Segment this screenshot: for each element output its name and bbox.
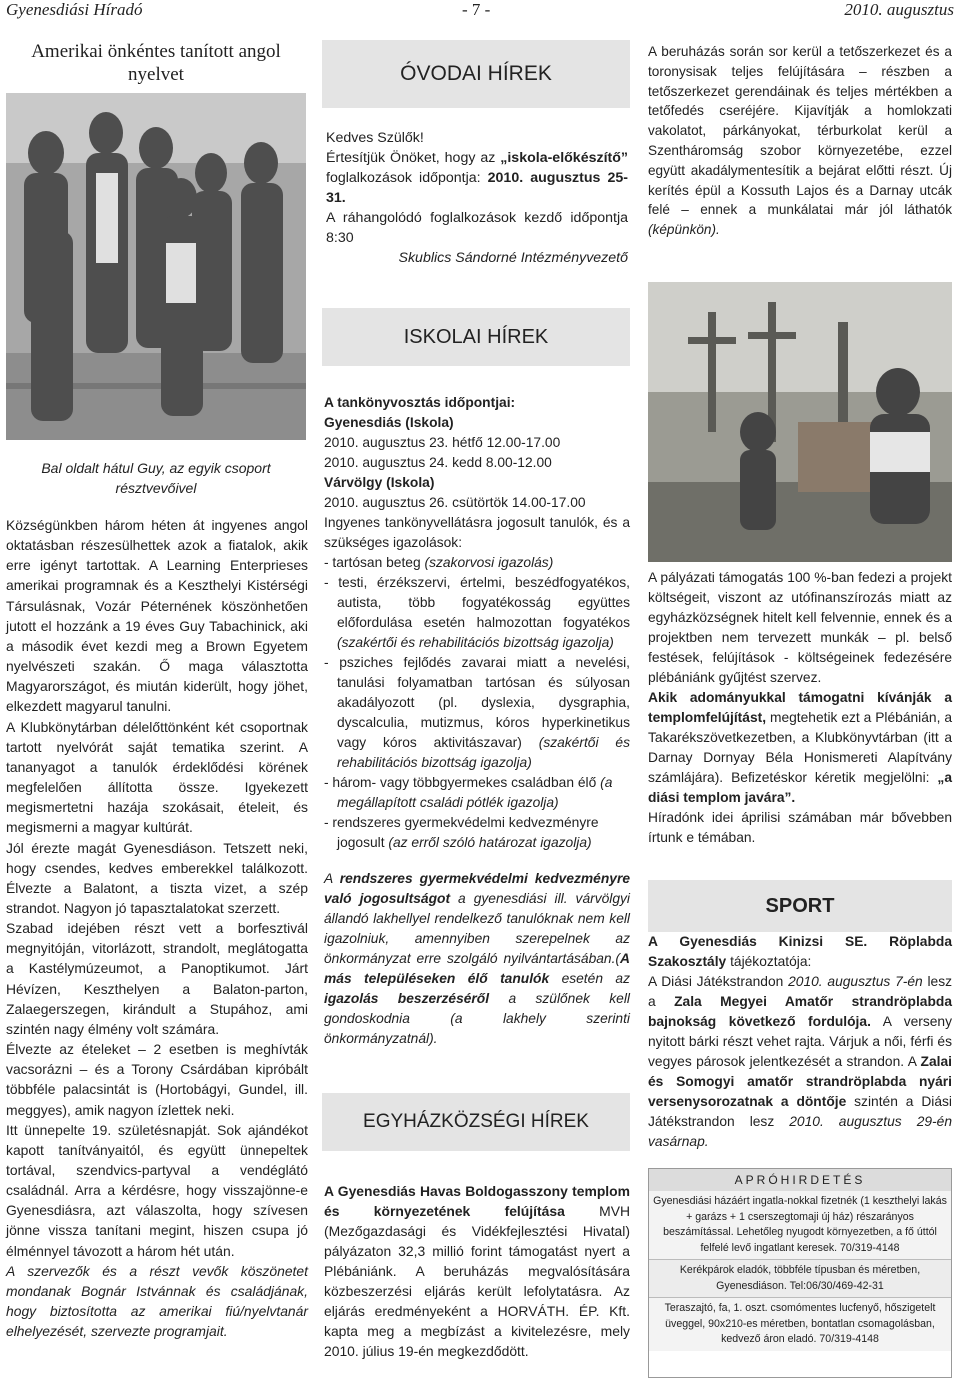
article-paragraph: Községünkben három héten át ingyenes angol oktatásban részesülhettek azok a fiatalok, akik erre igényt tartottak. A Learning Enterprieses amerikai programnak és a Keszthelyi Kistérségi Társulásnak, Vozár Péternének köszönhetően jutott el hozzánk a 19 éves Guy Tabachinick, aki a második évet kezdi meg a Brown Egyetem nyelvészeti szakán. Ő maga választotta Magyarországot, és miután kiderült, hogy jöhet, elkezdett magyarul tanulni. [6, 517, 308, 715]
schedule-row: 2010. augusztus 26. csütörtök 14.00-17.00 [324, 495, 586, 510]
schedule-row: 2010. augusztus 23. hétfő 12.00-17.00 [324, 435, 561, 450]
eligibility-item: - rendszeres gyermekvédelmi kedvezményre jogosult (az erről szóló határozat igazolja) [324, 815, 599, 850]
reference-paragraph: Híradónk idei áprilisi számában már bővebben írtunk e témában. [648, 810, 952, 845]
article-paragraph: Jól érezte magát Gyenesdiáson. Tetszett neki, hogy csendes, kedves emberekkel találkozott. Élvezte a Balatont, a tiszta vizet, a szép strandot. Nagyon jó tapasztalatokat szerzett. [6, 839, 308, 916]
church-renovation-continued: A beruházás során sor kerül a tetőszerkezet és a toronysisak teljes felújítására – részben a tetőszerkezet gerendáinak és teljes mértékben a tetőfedés cseréjére. Kijavítják a homlokzati vakolatot, párkányokat, térburkolat kerül a Szentháromság szobor környezetébe, ezzel együtt akadálymentesítik a bejárat előtti részt. Új kerítés épül a Kossuth Lajos és a Darnay utcák felé – ennek a munkálatai már jól láthatók (képünkön). [648, 44, 952, 238]
article-paragraph: Szabad idejében részt vett a borfesztivál megnyitóján, vitorlázott, strandolt, meglátogatta a Kastélymúzeumot, a Panoptikumot. Járt Hévízen, Keszthelyen a Balaton-parton, Zalaegerszegen, kirándult a Stupához, ami szintén nagy élmény volt számára. [6, 920, 308, 1037]
kindergarten-greeting: Kedves Szülők! [326, 130, 424, 146]
kindergarten-announcement: Értesítjük Önöket, hogy az „iskola-előkészítő” foglalkozások időpontja: 2010. augusztus 25-31. [326, 150, 628, 206]
kindergarten-news-header: ÓVODAI HÍREK [322, 40, 630, 108]
sport-header: SPORT [648, 880, 952, 932]
kindergarten-notice [326, 128, 628, 268]
church-construction-photo [648, 282, 952, 562]
eligibility-note: A rendszeres gyermekvédelmi kedvezményre való jogosultságot a gyenesdiási ill. várvölgyi állandó lakhellyel rendelkező tanulóknak nem kell igazolniuk, amennyiben szerepelnek az önkormányzat erre szolgáló nyilvántartásában.(A más településeken élő tanulók esetén az igazolás beszerzéséről a szülőnek kell gondoskodnia (a lakhely szerinti önkormányzatnál). [324, 871, 630, 1046]
classifieds-box [648, 1168, 952, 1378]
kindergarten-start-time: A ráhangolódó foglalkozások kezdő időpontja 8:30 [326, 210, 628, 246]
schedule-row: 2010. augusztus 24. kedd 8.00-12.00 [324, 455, 552, 470]
eligibility-item: - testi, érzékszervi, értelmi, beszédfogyatékos, autista, több fogyatékosság együttes előfordulása esetén halmozottan fogyatékos (szakértői és rehabilitációs bizottság igazolja) [324, 575, 630, 650]
publication-name: Gyenesdiási Híradó [6, 0, 143, 19]
donation-paragraph: Akik adományukkal támogatni kívánják a templomfelújítást, megtehetik ezt a Plébánián, a Takarékszövetkezetben, a Klubkönyvtárban (itt a Darnay Dornyay Béla Honismereti Alapítvány számlájára). Befizetéskor kéretik megjelölni: „a diási templom javára”. [648, 690, 952, 805]
church-news-header: EGYHÁZKÖZSÉGI HÍREK [322, 1093, 630, 1151]
church-news-text: A Gyenesdiás Havas Boldogasszony templom és környezetének felújítása MVH (Mezőgazdasági és Vidékfejlesztési Hivatal) pályázaton 32,3 millió forint támogatást nyert a Plébániánk. A beruházás megvalósítására közbeszerzési eljárás került lefolytatásra. Az eljárás eredményeként a HORVÁTH. ÉP. Kft. kapta meg a megbízást a kivitelezésre, mely 2010. július 19-én megkezdődött. [324, 1183, 630, 1359]
kindergarten-signature: Skublics Sándorné Intézményvezető [398, 250, 628, 266]
distribution-heading: A tankönyvosztás időpontjai: [324, 395, 516, 410]
sport-text: A Gyenesdiás Kinizsi SE. Röplabda Szakosztály tájékoztatója: A Diási Játékstrandon 2010. augusztus 7-én lesz a Zala Megyei Amatőr strandröplabda bajnokság következő fordulója. A verseny nyitott bárki részt vehet rajta. Várjuk a női, férfi és vegyes párosok jelentkezését a strandon. A Zalai és Somogyi amatőr strandröplabda nyári versenysorozatnak a döntője szintén a Diási Játékstrandon lesz 2010. augusztus 29-én vasárnap. [648, 934, 953, 1149]
eligibility-item: - psziches fejlődés zavarai miatt a nevelési, tanulási folyamatban tartósan és súlyosan akadályozott (pl. dyslexia, dysgraphia, dyscalculia, mutizmus, kóros hyperkinetikus vagy kóros aktivitászavar) (szakértői és rehabilitációs bizottság igazolja) [324, 655, 630, 770]
classified-ad: Kerékpárok eladók, többféle típusban és méretben, Gyenesdiáson. Tel:06/30/469-42-31 [649, 1259, 951, 1297]
classified-ad: Gyenesdiási házáért ingatla-nokkal fizetnék (1 keszthelyi lakás + garázs + 1 cserszegtomaji új ház) részarányos beszámítással. Lehetőleg nyugodt környezetben, a fő úttól felfelé levő ingatlant keresek. 70/319-4148 [649, 1191, 951, 1259]
textbook-distribution [324, 393, 630, 1049]
article-paragraph: Itt ünnepelte 19. születésnapját. Sok ajándékot kapott tanítványaitól, és együtt ünnepeltek tortával, szendvics-partyval a vendéglátó családnál. Arra a kérdésre, hogy visszajönne-e Gyenesdiásra, azt válaszolta, hogy szívesen jönne vissza tanítani megint, hiszen csupa jó élménnyel távozott a három hét után. [6, 1121, 308, 1259]
page-number: - 7 - [462, 0, 491, 19]
school-news-header: ISKOLAI HÍREK [322, 308, 630, 366]
article-paragraph: A Klubkönytárban délelőttönként két csoportnak tartott nyelvórát saját tematika szerint. A tananyagot a tanulók érdeklődési körének megfelelően állította össze. Igyekezett megismertetni hazája szokásait, ételeit, és megismerni a magyar kultúrát. [6, 718, 308, 836]
group-photo [6, 93, 306, 440]
church-funding-text [648, 568, 952, 848]
funding-paragraph: A pályázati támogatás 100 %-ban fedezi a projekt költségeit, viszont az utófinanszírozás miatt az egyházközségnek hitelt kell felvennie, ennek és a projektben nem tervezett munkák – pl. belső festések, felújítások - költségeinek fedezésére plébániánk gyűjtést szervez. [648, 570, 952, 685]
eligibility-item: - három- vagy többgyermekes családban élő (a megállapított családi pótlék igazolja) [324, 775, 613, 810]
photo-caption: Bal oldalt hátul Guy, az egyik csoport résztvevőivel [41, 460, 271, 496]
eligibility-item: - tartósan beteg (szakorvosi igazolás) [324, 555, 554, 570]
classifieds-header: APRÓHIRDETÉS [649, 1169, 951, 1191]
article-paragraph: Élvezte az ételeket – 2 esetben is meghívták vacsorázni – és a Torony Csárdában kipróbált többféle palacsintát is (Hortobágyi, Gundel, ill. meggyes), amik nagyon ízlettek neki. [6, 1041, 308, 1118]
page-header [0, 0, 960, 22]
english-article-body [6, 515, 308, 1341]
article-paragraph: A szervezők és a részt vevők köszönetet mondanak Bognár Istvánnak és családjának, hogy biztosította az amerikai fiú/nyelvtanár elhelyezését, szervezte programjait. [6, 1262, 308, 1340]
eligibility-intro: Ingyenes tankönyvellátásra jogosult tanulók, és a szükséges igazolások: [324, 515, 630, 550]
classified-ad: Teraszajtó, fa, 1. oszt. csomómentes lucfenyő, hőszigetelt üveggel, 90x210-es méretben, bontatlan csomagolásban, kedvező áron eladó. 70/319-4148 [649, 1297, 951, 1351]
issue-date: 2010. augusztus [844, 0, 954, 19]
location-heading: Várvölgy (Iskola) [324, 475, 435, 490]
location-heading: Gyenesdiás (Iskola) [324, 415, 454, 430]
article-title-english: Amerikai önkéntes tanított angol nyelvet [31, 41, 281, 85]
